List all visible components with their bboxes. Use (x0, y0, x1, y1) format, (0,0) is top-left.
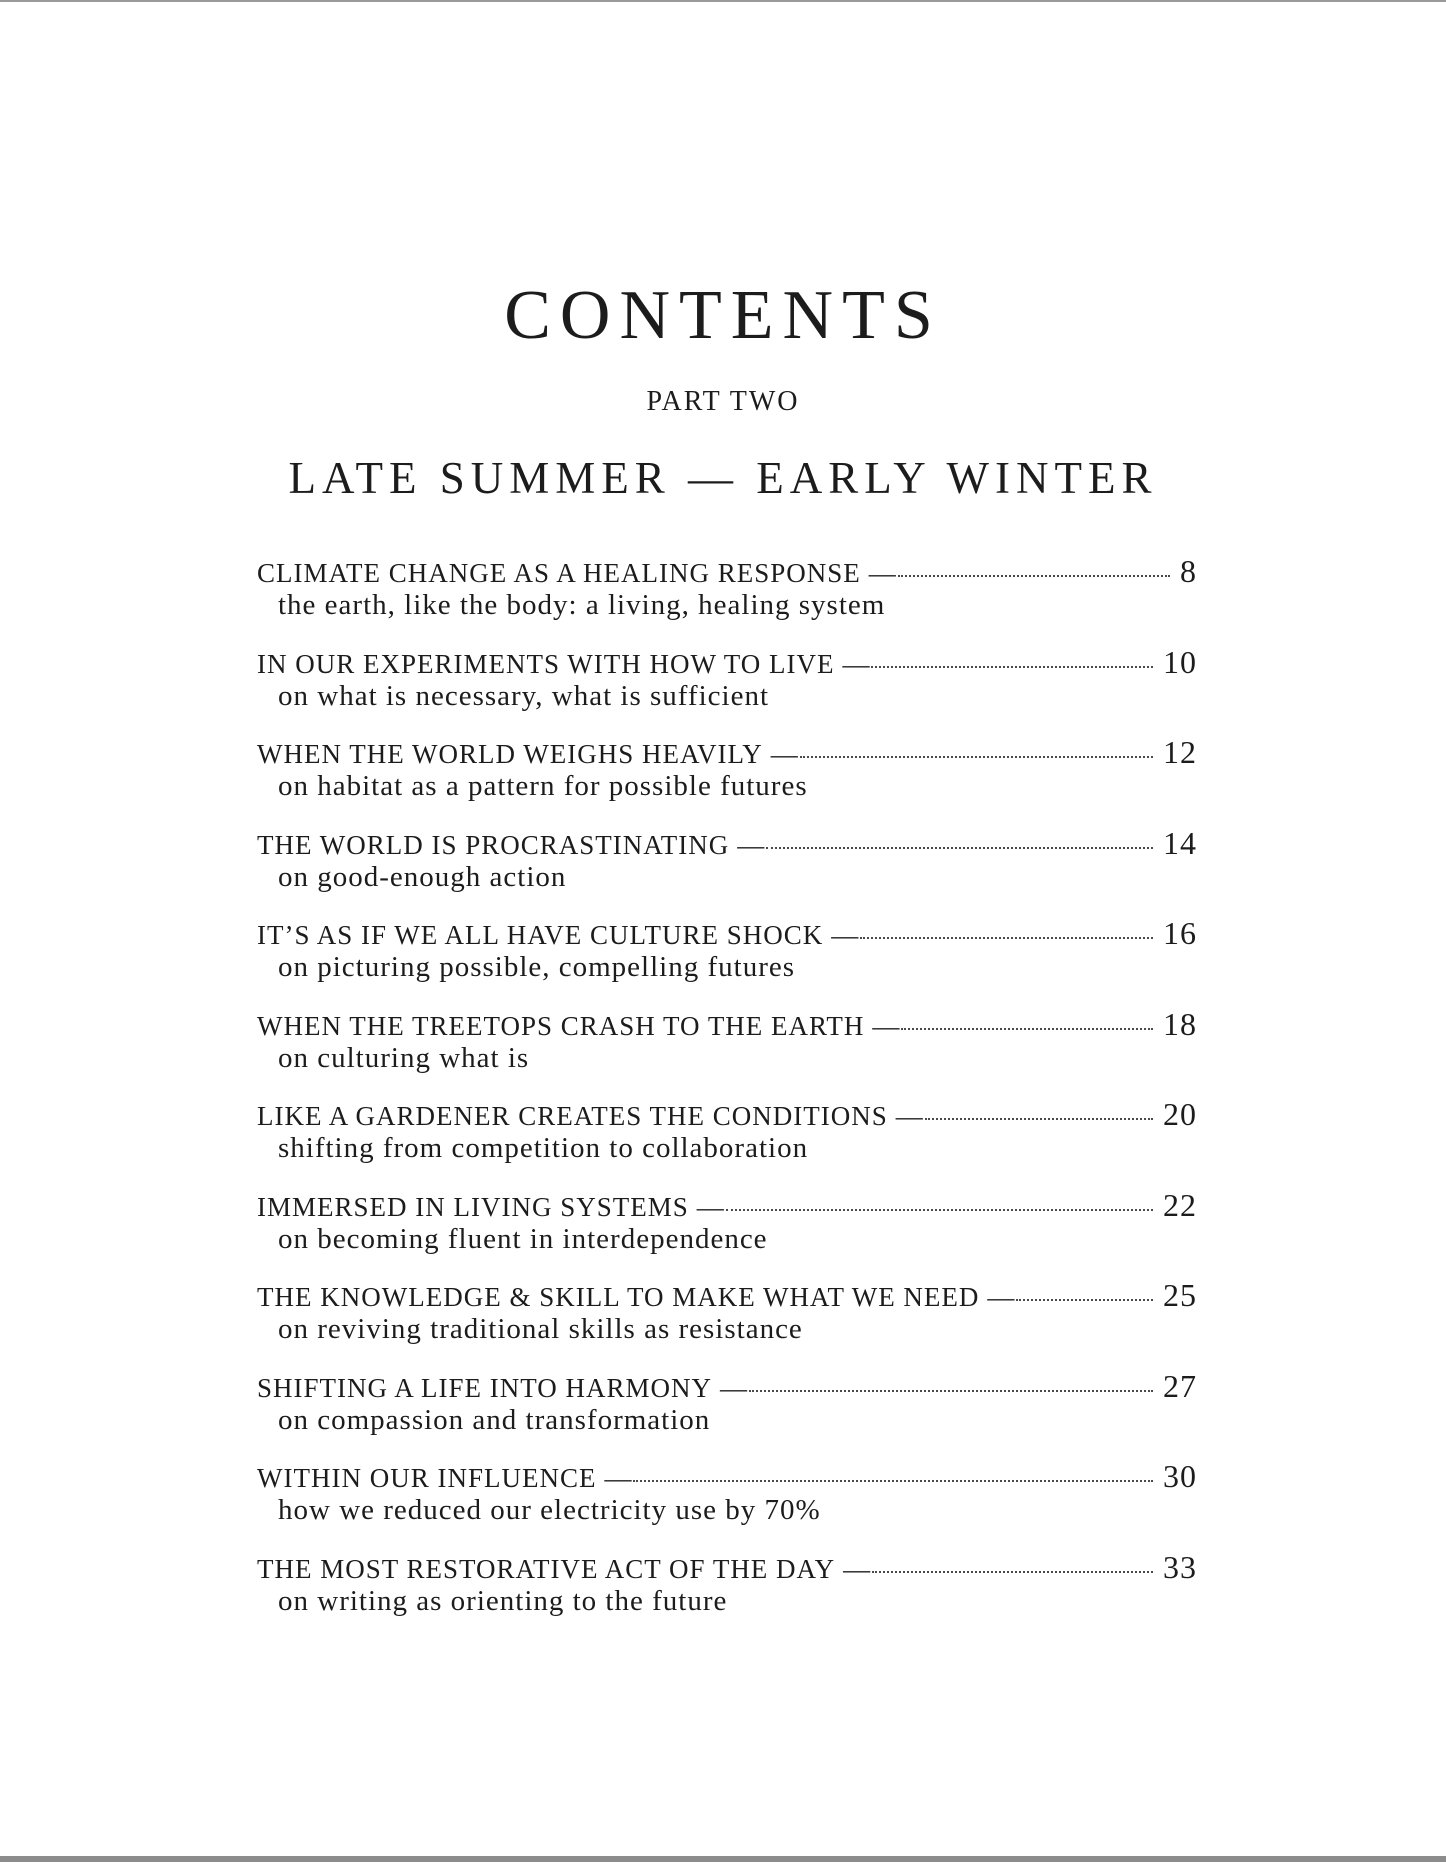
table-of-contents (257, 553, 1197, 1639)
toc-entry-line (257, 644, 1197, 680)
toc-entry-title: THE KNOWLEDGE & SKILL TO MAKE WHAT WE NEED (257, 1282, 980, 1312)
toc-entry-dash: — (696, 1191, 724, 1222)
part-label: PART TWO (646, 386, 800, 417)
toc-entry-title: WHEN THE WORLD WEIGHS HEAVILY (257, 739, 763, 769)
toc-entry-line (257, 1368, 1197, 1404)
dot-leader (766, 846, 1153, 849)
toc-entry-line (257, 1549, 1197, 1585)
toc-entry-title: THE WORLD IS PROCRASTINATING (257, 829, 730, 860)
toc-entry[interactable] (257, 1096, 1197, 1187)
toc-entry-dash: — (868, 558, 896, 588)
toc-entry-dash: — (720, 1372, 748, 1403)
toc-entry-title: CLIMATE CHANGE AS A HEALING RESPONSE (257, 558, 861, 588)
toc-entry-dash: — (770, 739, 798, 769)
toc-entry-subtitle: on habitat as a pattern for possible futures (278, 770, 808, 802)
toc-entry-line (257, 1187, 1197, 1223)
page-bottom-edge (0, 1856, 1446, 1862)
toc-entry-subtitle: on writing as orienting to the future (278, 1584, 728, 1617)
toc-entry-title: THE MOST RESTORATIVE ACT OF THE DAY (257, 1553, 836, 1584)
toc-entry-line (257, 553, 1197, 589)
toc-entry-line (257, 1006, 1197, 1042)
toc-entry-line (257, 1096, 1197, 1132)
toc-entry-title: WHEN THE TREETOPS CRASH TO THE EARTH (257, 1010, 865, 1041)
toc-entry-page: 33 (1163, 1548, 1197, 1585)
dot-leader (872, 1570, 1153, 1573)
toc-entry-line (257, 1458, 1197, 1494)
toc-entry[interactable] (257, 825, 1197, 916)
dot-leader (898, 574, 1170, 577)
dot-leader (901, 1027, 1153, 1030)
toc-entry[interactable] (257, 915, 1197, 1006)
page-title: CONTENTS (504, 276, 942, 354)
toc-entry-title: WITHIN OUR INFLUENCE (257, 1463, 597, 1493)
toc-entry[interactable] (257, 1368, 1197, 1459)
toc-entry[interactable] (257, 1006, 1197, 1097)
toc-entry-dash: — (895, 1101, 923, 1131)
toc-entry-page: 10 (1163, 643, 1197, 680)
toc-entry[interactable] (257, 553, 1197, 644)
dot-leader (871, 665, 1153, 668)
toc-entry[interactable] (257, 1277, 1197, 1368)
toc-entry-title: IMMERSED IN LIVING SYSTEMS (257, 1191, 689, 1222)
dot-leader (726, 1208, 1153, 1211)
toc-entry[interactable] (257, 734, 1197, 825)
toc-entry-page: 27 (1163, 1367, 1197, 1404)
toc-entry-page: 12 (1163, 734, 1197, 770)
toc-entry-line (257, 1277, 1197, 1313)
toc-entry-title: SHIFTING A LIFE INTO HARMONY (257, 1372, 713, 1403)
dot-leader (633, 1479, 1153, 1482)
toc-entry-page: 20 (1163, 1096, 1197, 1132)
toc-entry-subtitle: on becoming fluent in interdependence (278, 1222, 768, 1255)
toc-entry-dash: — (987, 1282, 1015, 1312)
toc-entry-dash: — (831, 920, 859, 950)
toc-entry-subtitle: on reviving traditional skills as resistance (278, 1313, 803, 1345)
toc-entry-dash: — (872, 1010, 900, 1041)
toc-entry[interactable] (257, 644, 1197, 735)
toc-entry[interactable] (257, 1187, 1197, 1278)
toc-entry-page: 14 (1163, 824, 1197, 861)
part-title: LATE SUMMER — EARLY WINTER (288, 453, 1158, 503)
toc-entry[interactable] (257, 1458, 1197, 1549)
dot-leader (749, 1389, 1153, 1392)
toc-entry[interactable] (257, 1549, 1197, 1640)
toc-entry-subtitle: on good-enough action (278, 860, 567, 893)
toc-entry-subtitle: on what is necessary, what is sufficient (278, 679, 770, 712)
toc-entry-dash: — (604, 1463, 632, 1493)
toc-entry-page: 8 (1180, 553, 1197, 589)
toc-entry-subtitle: the earth, like the body: a living, healing system (278, 589, 886, 621)
dot-leader (800, 755, 1153, 758)
toc-entry-subtitle: on picturing possible, compelling futures (278, 951, 796, 983)
toc-entry-subtitle: on culturing what is (278, 1041, 530, 1074)
toc-entry-line (257, 825, 1197, 861)
toc-entry-page: 18 (1163, 1005, 1197, 1042)
toc-entry-title: IN OUR EXPERIMENTS WITH HOW TO LIVE (257, 648, 835, 679)
toc-entry-page: 30 (1163, 1458, 1197, 1494)
page-top-edge (0, 0, 1446, 2)
toc-entry-title: IT’S AS IF WE ALL HAVE CULTURE SHOCK (257, 920, 824, 950)
toc-entry-subtitle: how we reduced our electricity use by 70% (278, 1494, 821, 1526)
toc-entry-page: 25 (1163, 1277, 1197, 1313)
toc-entry-subtitle: on compassion and transformation (278, 1403, 711, 1436)
dot-leader (1016, 1298, 1153, 1301)
toc-entry-line (257, 734, 1197, 770)
toc-entry-dash: — (843, 1553, 871, 1584)
toc-entry-dash: — (737, 829, 765, 860)
toc-entry-line (257, 915, 1197, 951)
toc-entry-page: 16 (1163, 915, 1197, 951)
dot-leader (925, 1117, 1153, 1120)
dot-leader (860, 936, 1153, 939)
toc-entry-subtitle: shifting from competition to collaboration (278, 1132, 809, 1164)
toc-entry-title: LIKE A GARDENER CREATES THE CONDITIONS (257, 1101, 888, 1131)
toc-entry-dash: — (842, 648, 870, 679)
toc-entry-page: 22 (1163, 1186, 1197, 1223)
